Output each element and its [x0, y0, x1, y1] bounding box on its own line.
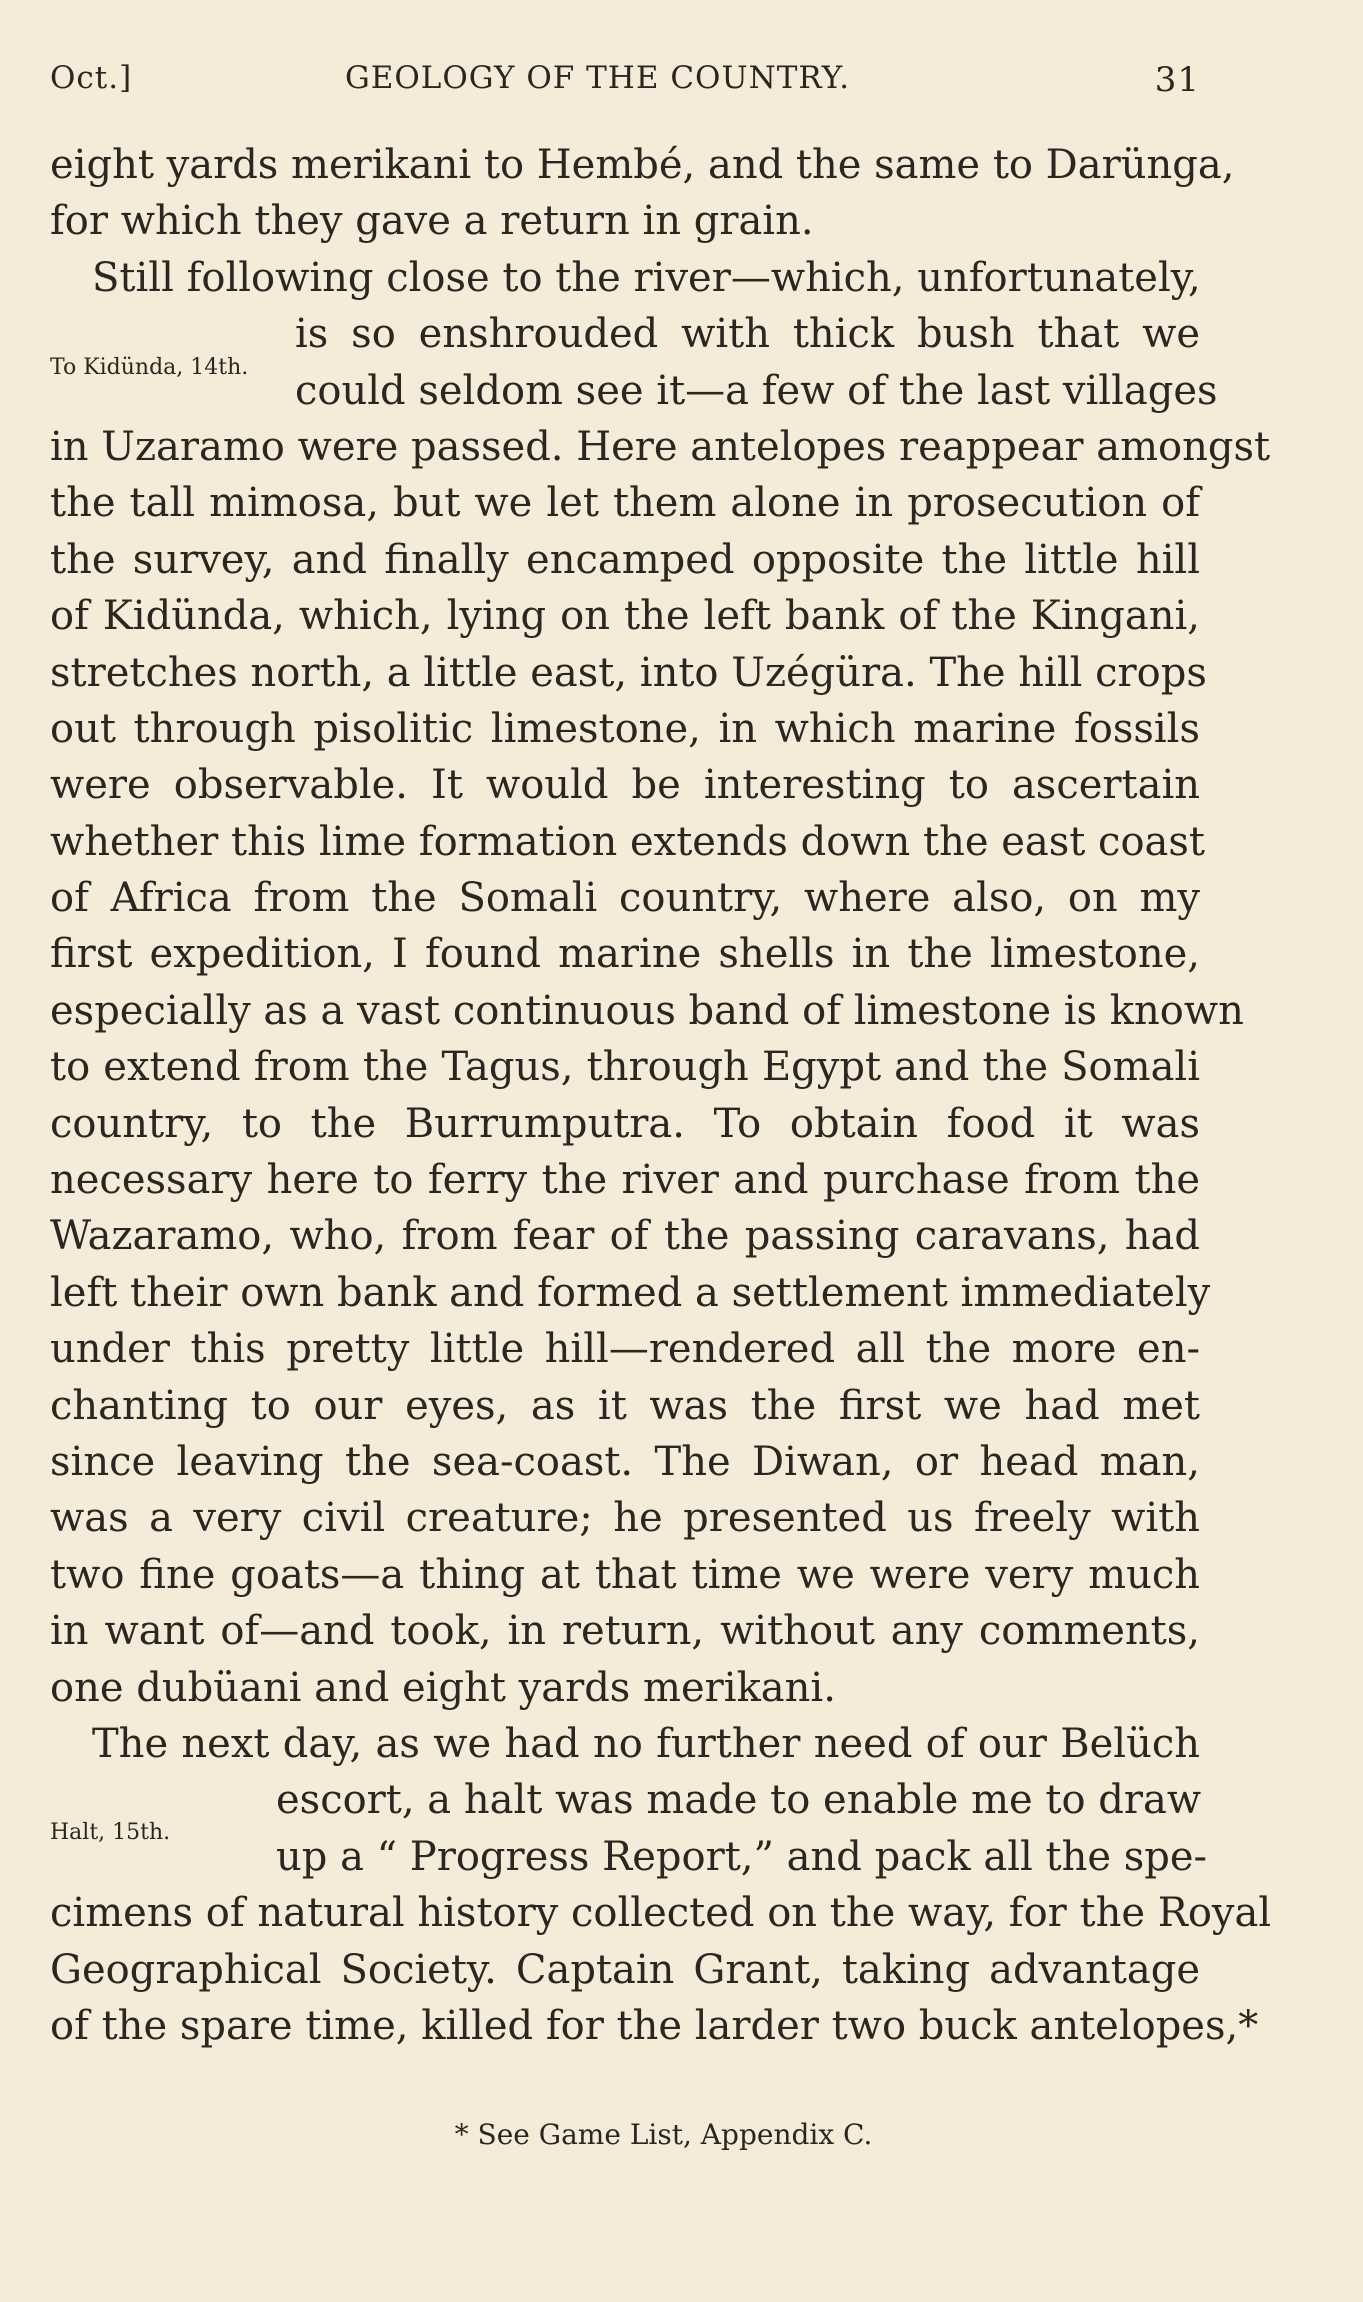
text-line: The next day, as we had no further need of our Belüch [92, 1720, 1200, 1767]
text-line: out through pisolitic limestone, in which marine fossils [50, 705, 1200, 752]
text-line: Geographical Society. Captain Grant, taking advantage [50, 1946, 1200, 1993]
text-line: of the spare time, killed for the larder two buck antelopes,* [50, 2002, 1259, 2049]
text-line: the survey, and finally encamped opposite the little hill [50, 536, 1200, 583]
text-line: left their own bank and formed a settlement immediately [50, 1269, 1211, 1316]
text-line: chanting to our eyes, as it was the first we had met [50, 1382, 1200, 1429]
text-line: necessary here to ferry the river and purchase from the [50, 1157, 1200, 1204]
text-line: since leaving the sea-coast. The Diwan, or head man, [50, 1438, 1200, 1485]
text-line: especially as a vast continuous band of limestone is known [50, 987, 1244, 1034]
text-line: Wazaramo, who, from fear of the passing caravans, had [50, 1213, 1200, 1260]
text-line: up a “ Progress Report,” and pack all the spe- [276, 1833, 1208, 1880]
text-line: under this pretty little hill—rendered all the more en- [50, 1326, 1200, 1373]
text-line: of Africa from the Somali country, where also, on my [50, 875, 1200, 922]
text-line: were observable. It would be interesting to ascertain [50, 762, 1200, 809]
margin-note-halt: Halt, 15th. [50, 1820, 171, 1845]
text-line: country, to the Burrumputra. To obtain food it was [50, 1100, 1200, 1147]
footnote [0, 2118, 1363, 2151]
text-line: in Uzaramo were passed. Here antelopes reappear amongst [50, 423, 1271, 470]
text-line: escort, a halt was made to enable me to draw [276, 1777, 1202, 1824]
text-line: whether this lime formation extends down the east coast [50, 818, 1205, 865]
text-line: two fine goats—a thing at that time we were very much [50, 1551, 1200, 1598]
text-line: cimens of natural history collected on the way, for the Royal [50, 1890, 1272, 1937]
text-line: to extend from the Tagus, through Egypt and the Somali [50, 1044, 1200, 1091]
text-line: was a very civil creature; he presented us freely with [50, 1495, 1200, 1542]
page-number: 31 [1154, 60, 1200, 100]
text-line: the tall mimosa, but we let them alone in prosecution of [50, 480, 1200, 527]
body-text [50, 137, 1272, 2054]
text-line: stretches north, a little east, into Uzégüra. The hill crops [50, 649, 1207, 696]
text-line: could seldom see it—a few of the last villages [295, 367, 1218, 414]
footnote-text: * See Game List, Appendix C. [454, 2118, 873, 2151]
text-line: Still following close to the river—which, unfortunately, [92, 254, 1201, 301]
text-line: of Kidünda, which, lying on the left bank of the Kingani, [50, 593, 1200, 640]
text-line: one dubüani and eight yards merikani. [50, 1664, 836, 1711]
text-line: first expedition, I found marine shells in the limestone, [50, 931, 1200, 978]
running-header [50, 60, 1200, 110]
header-month: Oct.] [50, 60, 133, 96]
margin-note-kidunda: To Kidünda, 14th. [50, 355, 249, 380]
header-title: GEOLOGY OF THE COUNTRY. [345, 60, 851, 96]
text-line: for which they gave a return in grain. [50, 198, 814, 245]
text-line: eight yards merikani to Hembé, and the same to Darünga, [50, 142, 1235, 188]
text-line: is so enshrouded with thick bush that we [295, 311, 1200, 358]
text-line: in want of—and took, in return, without any comments, [50, 1608, 1200, 1655]
